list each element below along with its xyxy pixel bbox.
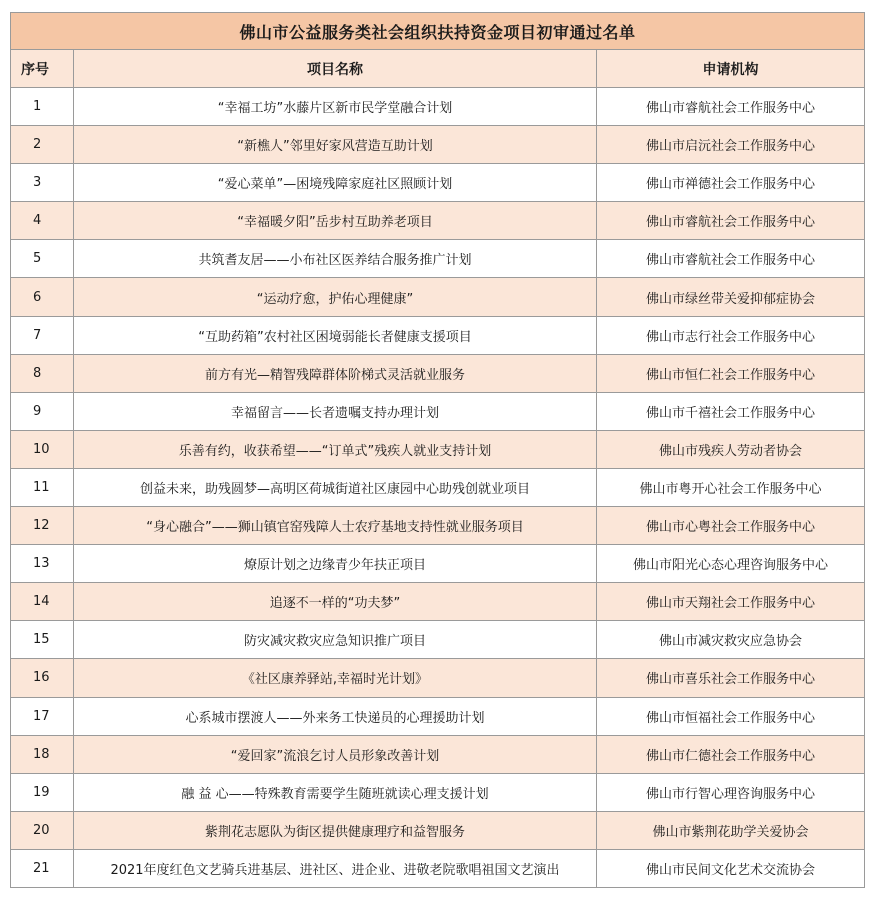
row-project-name: “身心融合”——狮山镇官窑残障人士农疗基地支持性就业服务项目 (74, 507, 597, 545)
row-index: 5 (11, 240, 74, 278)
row-applicant: 佛山市阳光心态心理咨询服务中心 (597, 545, 865, 583)
row-applicant: 佛山市心粤社会工作服务中心 (597, 507, 865, 545)
table-title-row (11, 13, 865, 50)
row-index: 13 (11, 545, 74, 583)
row-applicant: 佛山市民间文化艺术交流协会 (597, 849, 865, 887)
row-project-name: 追逐不一样的“功夫梦” (74, 583, 597, 621)
table-body (11, 88, 865, 888)
table-row (11, 697, 865, 735)
row-applicant: 佛山市减灾救灾应急协会 (597, 621, 865, 659)
row-applicant: 佛山市喜乐社会工作服务中心 (597, 659, 865, 697)
row-applicant: 佛山市启沅社会工作服务中心 (597, 126, 865, 164)
table-row (11, 468, 865, 506)
row-project-name: “幸福工坊”水藤片区新市民学堂融合计划 (74, 88, 597, 126)
table-row (11, 507, 865, 545)
row-index: 1 (11, 88, 74, 126)
table-row (11, 773, 865, 811)
row-index: 18 (11, 735, 74, 773)
row-index: 7 (11, 316, 74, 354)
header-project-name: 项目名称 (74, 50, 597, 88)
row-applicant: 佛山市残疾人劳动者协会 (597, 430, 865, 468)
row-project-name: 乐善有约，收获希望——“订单式”残疾人就业支持计划 (74, 430, 597, 468)
row-applicant: 佛山市恒仁社会工作服务中心 (597, 354, 865, 392)
row-index: 11 (11, 468, 74, 506)
row-index: 3 (11, 164, 74, 202)
row-applicant: 佛山市粤开心社会工作服务中心 (597, 468, 865, 506)
row-project-name: “幸福暖夕阳”岳步村互助养老项目 (74, 202, 597, 240)
row-index: 19 (11, 773, 74, 811)
row-index: 16 (11, 659, 74, 697)
table-row (11, 88, 865, 126)
table-row (11, 583, 865, 621)
row-index: 2 (11, 126, 74, 164)
row-applicant: 佛山市禅德社会工作服务中心 (597, 164, 865, 202)
table-row (11, 659, 865, 697)
row-project-name: “新樵人”邻里好家风营造互助计划 (74, 126, 597, 164)
row-applicant: 佛山市行智心理咨询服务中心 (597, 773, 865, 811)
table-row (11, 126, 865, 164)
table-row (11, 735, 865, 773)
row-applicant: 佛山市紫荆花助学关爱协会 (597, 811, 865, 849)
row-index: 15 (11, 621, 74, 659)
table-row (11, 849, 865, 887)
table-row (11, 811, 865, 849)
table-row (11, 392, 865, 430)
table-row (11, 545, 865, 583)
row-applicant: 佛山市睿航社会工作服务中心 (597, 202, 865, 240)
row-applicant: 佛山市绿丝带关爱抑郁症协会 (597, 278, 865, 316)
row-project-name: 融 益 心——特殊教育需要学生随班就读心理支援计划 (74, 773, 597, 811)
row-index: 10 (11, 430, 74, 468)
row-index: 21 (11, 849, 74, 887)
row-project-name: 《社区康养驿站,幸福时光计划》 (74, 659, 597, 697)
header-index: 序号 (11, 50, 74, 88)
row-project-name: “爱心菜单”—困境残障家庭社区照顾计划 (74, 164, 597, 202)
row-project-name: 共筑耆友居——小布社区医养结合服务推广计划 (74, 240, 597, 278)
row-project-name: “爱回家”流浪乞讨人员形象改善计划 (74, 735, 597, 773)
row-applicant: 佛山市仁德社会工作服务中心 (597, 735, 865, 773)
row-index: 20 (11, 811, 74, 849)
row-index: 17 (11, 697, 74, 735)
table-row (11, 278, 865, 316)
project-list-document (10, 12, 864, 888)
row-index: 4 (11, 202, 74, 240)
row-index: 6 (11, 278, 74, 316)
table-header-row (11, 50, 865, 88)
row-index: 14 (11, 583, 74, 621)
header-applicant: 申请机构 (597, 50, 865, 88)
table-title: 佛山市公益服务类社会组织扶持资金项目初审通过名单 (11, 13, 865, 50)
table-row (11, 164, 865, 202)
table-row (11, 240, 865, 278)
row-project-name: 心系城市摆渡人——外来务工快递员的心理援助计划 (74, 697, 597, 735)
table-row (11, 354, 865, 392)
row-applicant: 佛山市天翔社会工作服务中心 (597, 583, 865, 621)
row-project-name: 前方有光—精智残障群体阶梯式灵活就业服务 (74, 354, 597, 392)
row-project-name: 创益未来，助残圆梦—高明区荷城街道社区康园中心助残创就业项目 (74, 468, 597, 506)
row-project-name: “互助药箱”农村社区困境弱能长者健康支援项目 (74, 316, 597, 354)
row-project-name: 幸福留言——长者遗嘱支持办理计划 (74, 392, 597, 430)
row-project-name: 燎原计划之边缘青少年扶正项目 (74, 545, 597, 583)
row-index: 9 (11, 392, 74, 430)
row-applicant: 佛山市睿航社会工作服务中心 (597, 88, 865, 126)
row-index: 12 (11, 507, 74, 545)
table-row (11, 621, 865, 659)
row-index: 8 (11, 354, 74, 392)
row-applicant: 佛山市恒福社会工作服务中心 (597, 697, 865, 735)
row-applicant: 佛山市千禧社会工作服务中心 (597, 392, 865, 430)
row-applicant: 佛山市志行社会工作服务中心 (597, 316, 865, 354)
project-table (10, 12, 865, 888)
row-project-name: 防灾减灾救灾应急知识推广项目 (74, 621, 597, 659)
table-row (11, 202, 865, 240)
row-project-name: 紫荆花志愿队为街区提供健康理疗和益智服务 (74, 811, 597, 849)
table-row (11, 316, 865, 354)
table-row (11, 430, 865, 468)
row-project-name: “运动疗愈，护佑心理健康” (74, 278, 597, 316)
row-project-name: 2021年度红色文艺骑兵进基层、进社区、进企业、进敬老院歌唱祖国文艺演出 (74, 849, 597, 887)
row-applicant: 佛山市睿航社会工作服务中心 (597, 240, 865, 278)
